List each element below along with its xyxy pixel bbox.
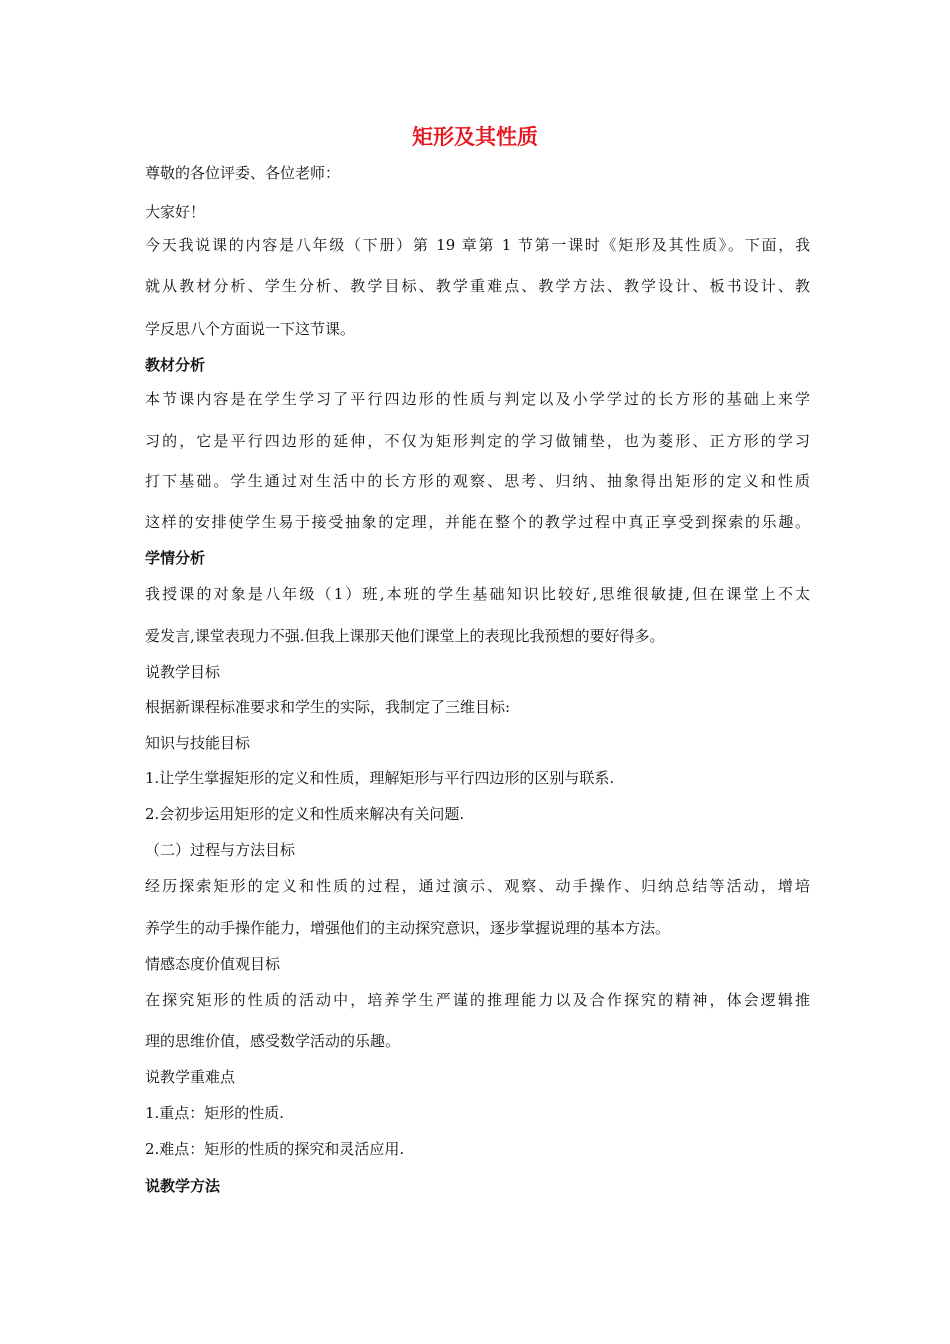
section-heading-goals: 说教学目标 xyxy=(145,663,221,681)
key-point-item-1: 1.重点：矩形的性质. xyxy=(145,1104,285,1122)
goals-intro-line: 根据新课程标准要求和学生的实际，我制定了三维目标: xyxy=(145,698,511,716)
subheading-knowledge: 知识与技能目标 xyxy=(145,734,251,752)
key-point-item-2: 2.难点：矩形的性质的探究和灵活应用. xyxy=(145,1140,405,1158)
greeting-line: 尊敬的各位评委、各位老师： xyxy=(145,164,341,182)
students-line-1: 我授课的对象是八年级（1）班,本班的学生基础知识比较好,思维很敏捷,但在课堂上不太 xyxy=(145,585,810,603)
process-line-2: 养学生的动手操作能力，增强他们的主动探究意识，逐步掌握说理的基本方法。 xyxy=(145,919,671,937)
section-heading-methods: 说教学方法 xyxy=(145,1177,221,1195)
subheading-process: （二）过程与方法目标 xyxy=(145,841,296,859)
students-line-2: 爱发言,课堂表现力不强.但我上课那天他们课堂上的表现比我预想的要好得多。 xyxy=(145,627,665,645)
knowledge-item-1: 1.让学生掌握矩形的定义和性质，理解矩形与平行四边形的区别与联系. xyxy=(145,769,615,787)
document-title: 矩形及其性质 xyxy=(412,125,538,149)
hello-line: 大家好！ xyxy=(145,203,206,221)
section-heading-students: 学情分析 xyxy=(145,549,206,567)
subheading-attitude: 情感态度价值观目标 xyxy=(145,955,281,973)
intro-line-1: 今天我说课的内容是八年级（下册）第 19 章第 1 节第一课时《矩形及其性质》。下面，我 xyxy=(145,236,810,254)
intro-line-3: 学反思八个方面说一下这节课。 xyxy=(145,320,356,338)
intro-line-2: 就从教材分析、学生分析、教学目标、教学重难点、教学方法、教学设计、板书设计、教 xyxy=(145,277,810,295)
textbook-line-3: 打下基础。学生通过对生活中的长方形的观察、思考、归纳、抽象得出矩形的定义和性质 xyxy=(145,472,810,490)
textbook-line-1: 本节课内容是在学生学习了平行四边形的性质与判定以及小学学过的长方形的基础上来学 xyxy=(145,390,810,408)
process-line-1: 经历探索矩形的定义和性质的过程，通过演示、观察、动手操作、归纳总结等活动，增培 xyxy=(145,877,810,895)
knowledge-item-2: 2.会初步运用矩形的定义和性质来解决有关问题. xyxy=(145,805,465,823)
attitude-line-2: 理的思维价值，感受数学活动的乐趣。 xyxy=(145,1032,401,1050)
textbook-line-4: 这样的安排使学生易于接受抽象的定理，并能在整个的教学过程中真正享受到探索的乐趣。 xyxy=(145,513,810,531)
section-heading-textbook: 教材分析 xyxy=(145,356,206,374)
section-heading-key-points: 说教学重难点 xyxy=(145,1068,236,1086)
attitude-line-1: 在探究矩形的性质的活动中，培养学生严谨的推理能力以及合作探究的精神，体会逻辑推 xyxy=(145,991,810,1009)
textbook-line-2: 习的，它是平行四边形的延伸，不仅为矩形判定的学习做铺垫，也为菱形、正方形的学习 xyxy=(145,432,810,450)
